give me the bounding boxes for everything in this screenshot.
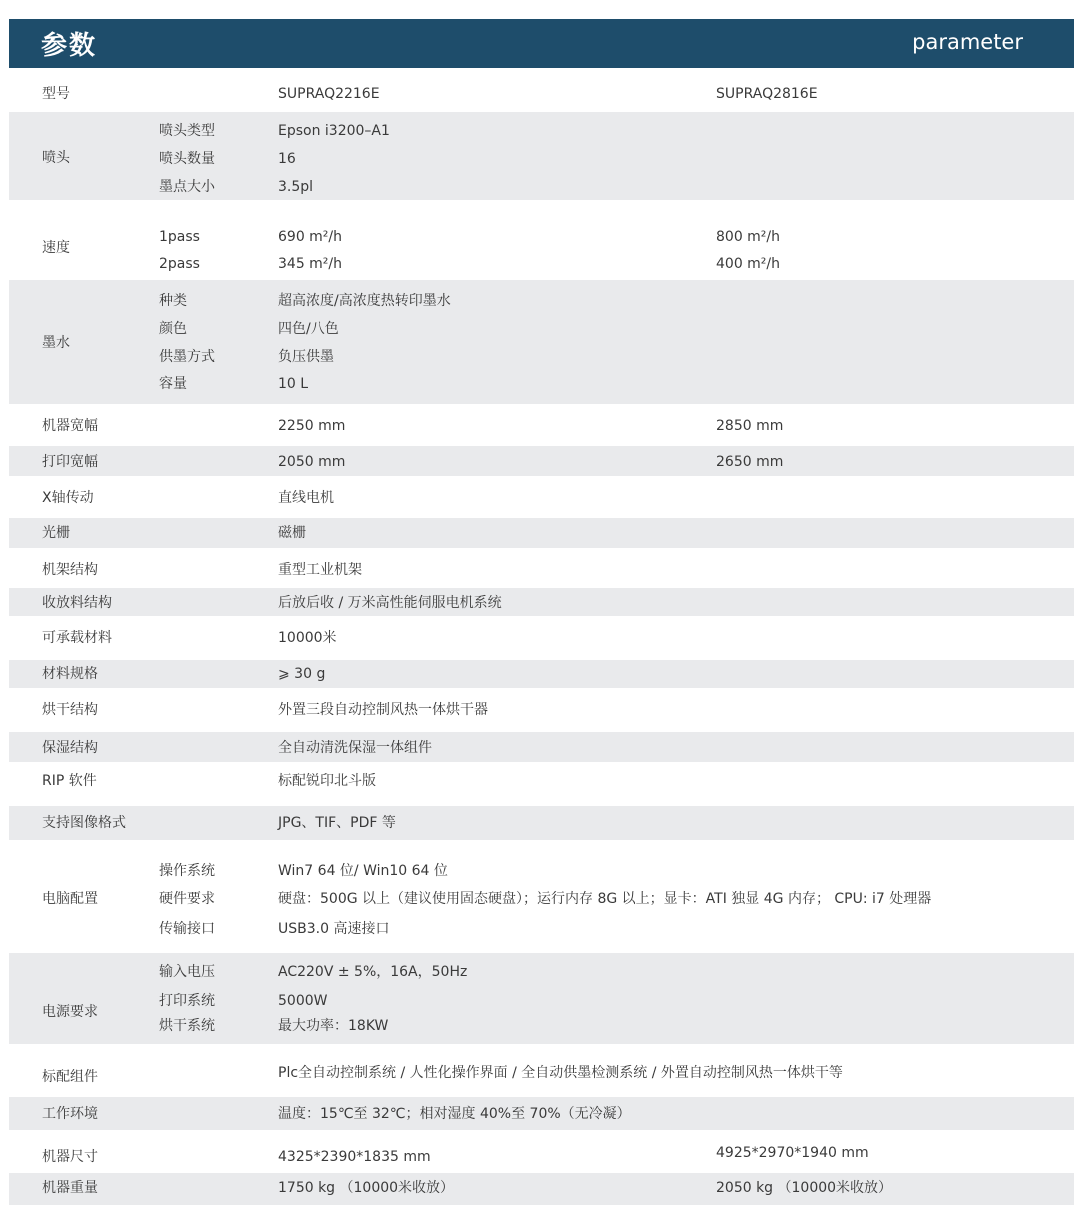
spec-value-model-1: 4325*2390*1835 mm	[278, 1149, 431, 1165]
spec-value-model-1: 10 L	[278, 376, 309, 392]
spec-row	[9, 953, 1074, 1044]
spec-label: 电源要求	[42, 1004, 98, 1020]
spec-row	[9, 518, 1074, 548]
spec-row	[9, 200, 1074, 280]
spec-label: 机器宽幅	[42, 418, 98, 434]
spec-value-model-1: Plc全自动控制系统 / 人性化操作界面 / 全自动供墨检测系统 / 外置自动控制风热一体烘干等	[278, 1065, 843, 1081]
spec-value-model-1: 负压供墨	[278, 349, 334, 365]
spec-value-model-1: 磁栅	[278, 525, 306, 541]
spec-row	[9, 476, 1074, 518]
header-banner	[9, 19, 1074, 68]
spec-sublabel: 喷头数量	[159, 151, 215, 167]
spec-value-model-2: 800 m²/h	[716, 229, 781, 245]
spec-row	[9, 1130, 1074, 1173]
spec-value-model-1: 硬盘：500G 以上（建议使用固态硬盘）；运行内存 8G 以上；显卡：ATI 独显 4G 内存； CPU: i7 处理器	[278, 891, 932, 907]
spec-value-model-1: 最大功率：18KW	[278, 1018, 389, 1034]
spec-row	[9, 616, 1074, 660]
spec-row	[9, 1173, 1074, 1205]
spec-value-model-2: 2850 mm	[716, 418, 784, 434]
spec-row	[9, 660, 1074, 688]
spec-value-model-1: 温度：15℃至 32℃；相对湿度 40%至 70%（无冷凝）	[278, 1106, 631, 1122]
spec-value-model-2: 2050 kg （10000米收放）	[716, 1180, 893, 1196]
spec-label: X轴传动	[42, 490, 94, 506]
spec-label: 电脑配置	[42, 891, 98, 907]
spec-value-model-2: 2650 mm	[716, 454, 784, 470]
spec-value-model-1: Win7 64 位/ Win10 64 位	[278, 863, 448, 879]
spec-value-model-1: 5000W	[278, 993, 328, 1009]
spec-value-model-1: 10000米	[278, 630, 337, 646]
header-title-en: parameter	[912, 30, 1023, 54]
spec-label: 型号	[42, 86, 70, 102]
spec-sublabel: 烘干系统	[159, 1018, 215, 1034]
spec-row	[9, 548, 1074, 588]
spec-value-model-1: 直线电机	[278, 490, 334, 506]
spec-value-model-1: 全自动清洗保湿一体组件	[278, 740, 432, 756]
spec-sublabel: 墨点大小	[159, 179, 215, 195]
spec-sublabel: 操作系统	[159, 863, 215, 879]
spec-row	[9, 446, 1074, 476]
spec-row	[9, 1044, 1074, 1097]
spec-sublabel: 喷头类型	[159, 123, 215, 139]
spec-row	[9, 732, 1074, 762]
spec-value-model-1: 后放后收 / 万米高性能伺服电机系统	[278, 595, 502, 611]
spec-value-model-1: ⩾ 30 g	[278, 666, 326, 682]
spec-row	[9, 404, 1074, 446]
spec-value-model-1: JPG、TIF、PDF 等	[278, 815, 396, 831]
spec-value-model-1: 重型工业机架	[278, 562, 362, 578]
spec-row	[9, 688, 1074, 732]
spec-row	[9, 1097, 1074, 1130]
spec-value-model-1: 690 m²/h	[278, 229, 343, 245]
spec-row	[9, 112, 1074, 200]
spec-label: 机器重量	[42, 1180, 98, 1196]
spec-row	[9, 72, 1074, 112]
spec-label: 保湿结构	[42, 740, 98, 756]
header-title-cn: 参数	[41, 31, 98, 61]
spec-label: RIP 软件	[42, 773, 97, 789]
spec-value-model-1: 2250 mm	[278, 418, 346, 434]
spec-label: 机架结构	[42, 562, 98, 578]
spec-sublabel: 传输接口	[159, 921, 215, 937]
spec-row	[9, 588, 1074, 616]
spec-label: 支持图像格式	[42, 815, 126, 831]
spec-label: 工作环境	[42, 1106, 98, 1122]
spec-label: 收放料结构	[42, 595, 112, 611]
spec-value-model-1: 16	[278, 151, 296, 167]
spec-value-model-1: Epson i3200–A1	[278, 123, 390, 139]
spec-value-model-1: 标配锐印北斗版	[278, 773, 376, 789]
spec-sublabel: 1pass	[159, 229, 200, 245]
spec-label: 标配组件	[42, 1069, 98, 1085]
spec-value-model-1: 1750 kg （10000米收放）	[278, 1180, 455, 1196]
spec-value-model-1: 四色/八色	[278, 321, 339, 337]
spec-value-model-2: 400 m²/h	[716, 256, 781, 272]
spec-row	[9, 280, 1074, 404]
spec-label: 墨水	[42, 335, 70, 351]
spec-sublabel: 打印系统	[159, 993, 215, 1009]
spec-label: 喷头	[42, 150, 70, 166]
spec-sublabel: 输入电压	[159, 964, 215, 980]
spec-label: 可承载材料	[42, 630, 112, 646]
spec-sublabel: 种类	[159, 293, 187, 309]
spec-sublabel: 供墨方式	[159, 349, 215, 365]
parameter-table	[9, 72, 1074, 1205]
spec-sublabel: 颜色	[159, 321, 187, 337]
spec-sublabel: 2pass	[159, 256, 200, 272]
spec-value-model-1: SUPRAQ2216E	[278, 86, 380, 102]
spec-value-model-2: 4925*2970*1940 mm	[716, 1145, 869, 1161]
spec-value-model-1: AC220V ± 5%，16A，50Hz	[278, 964, 468, 980]
spec-sublabel: 硬件要求	[159, 891, 215, 907]
spec-label: 机器尺寸	[42, 1149, 98, 1165]
spec-row	[9, 806, 1074, 840]
spec-value-model-1: USB3.0 高速接口	[278, 921, 390, 937]
spec-value-model-1: 345 m²/h	[278, 256, 343, 272]
spec-value-model-1: 超高浓度/高浓度热转印墨水	[278, 293, 451, 309]
spec-label: 速度	[42, 240, 70, 256]
spec-sublabel: 容量	[159, 376, 187, 392]
spec-value-model-2: SUPRAQ2816E	[716, 86, 818, 102]
spec-value-model-1: 3.5pl	[278, 179, 314, 195]
spec-label: 烘干结构	[42, 702, 98, 718]
spec-value-model-1: 2050 mm	[278, 454, 346, 470]
spec-row	[9, 840, 1074, 953]
spec-label: 光栅	[42, 525, 70, 541]
spec-row	[9, 762, 1074, 806]
spec-label: 打印宽幅	[42, 454, 98, 470]
spec-label: 材料规格	[42, 666, 98, 682]
spec-value-model-1: 外置三段自动控制风热一体烘干器	[278, 702, 488, 718]
